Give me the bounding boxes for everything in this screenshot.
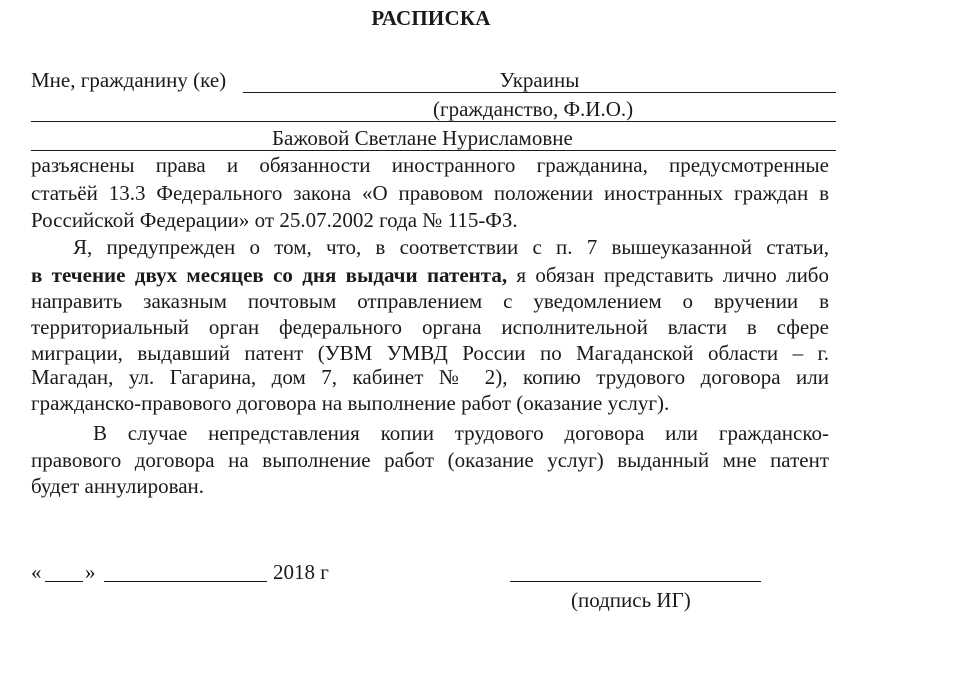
paragraph-2-line-2 (31, 263, 829, 288)
citizenship-value: Украины (499, 68, 580, 92)
paragraph-1-line-1: разъяснены права и обязанности иностранного гражданина, предусмотренные (31, 153, 829, 177)
date-close-quote: » (85, 560, 96, 584)
paragraph-3-line-3: будет аннулирован. (31, 474, 205, 498)
patent-deadline-bold: в течение двух месяцев со дня выдачи патента, (31, 263, 508, 287)
date-open-quote: « (31, 560, 42, 584)
paragraph-2-line-2-rest: я обязан представить лично либо (516, 263, 829, 287)
date-month-blank (104, 581, 267, 582)
date-year: 2018 г (273, 560, 329, 584)
paragraph-1-line-3: Российской Федерации» от 25.07.2002 года № 115-ФЗ. (31, 208, 518, 232)
signature-line (510, 581, 761, 582)
paragraph-3-line-1: В случае непредставления копии трудового договора или гражданско- (93, 421, 829, 445)
name-underline (31, 150, 836, 151)
name-overline (31, 121, 836, 122)
citizen-full-name: Бажовой Светлане Нурисламовне (272, 126, 573, 150)
signature-caption: (подпись ИГ) (571, 588, 691, 612)
paragraph-2-line-7: гражданско-правового договора на выполнение работ (оказание услуг). (31, 391, 670, 415)
paragraph-1-line-2: статьёй 13.3 Федерального закона «О правовом положении иностранных граждан в (31, 181, 829, 205)
citizenship-caption: (гражданство, Ф.И.О.) (433, 97, 634, 121)
citizen-prefix-label: Мне, гражданину (ке) (31, 68, 227, 92)
paragraph-3-line-2: правового договора на выполнение работ (оказание услуг) выданный мне патент (31, 448, 829, 472)
paragraph-2-line-4: территориальный орган федерального органа исполнительной власти в сфере (31, 315, 829, 339)
citizenship-underline (243, 92, 836, 93)
date-day-blank (45, 581, 83, 582)
paragraph-2-line-5: миграции, выдавший патент (УВМ УМВД России по Магаданской области – г. (31, 341, 829, 365)
paragraph-2-line-3: направить заказным почтовым отправлением с уведомлением о вручении в (31, 289, 829, 313)
paragraph-2-line-6: Магадан, ул. Гагарина, дом 7, кабинет № 2), копию трудового договора или (31, 365, 829, 389)
document-title: РАСПИСКА (371, 6, 491, 30)
paragraph-2-line-1: Я, предупрежден о том, что, в соответствии с п. 7 вышеуказанной статьи, (73, 235, 829, 259)
